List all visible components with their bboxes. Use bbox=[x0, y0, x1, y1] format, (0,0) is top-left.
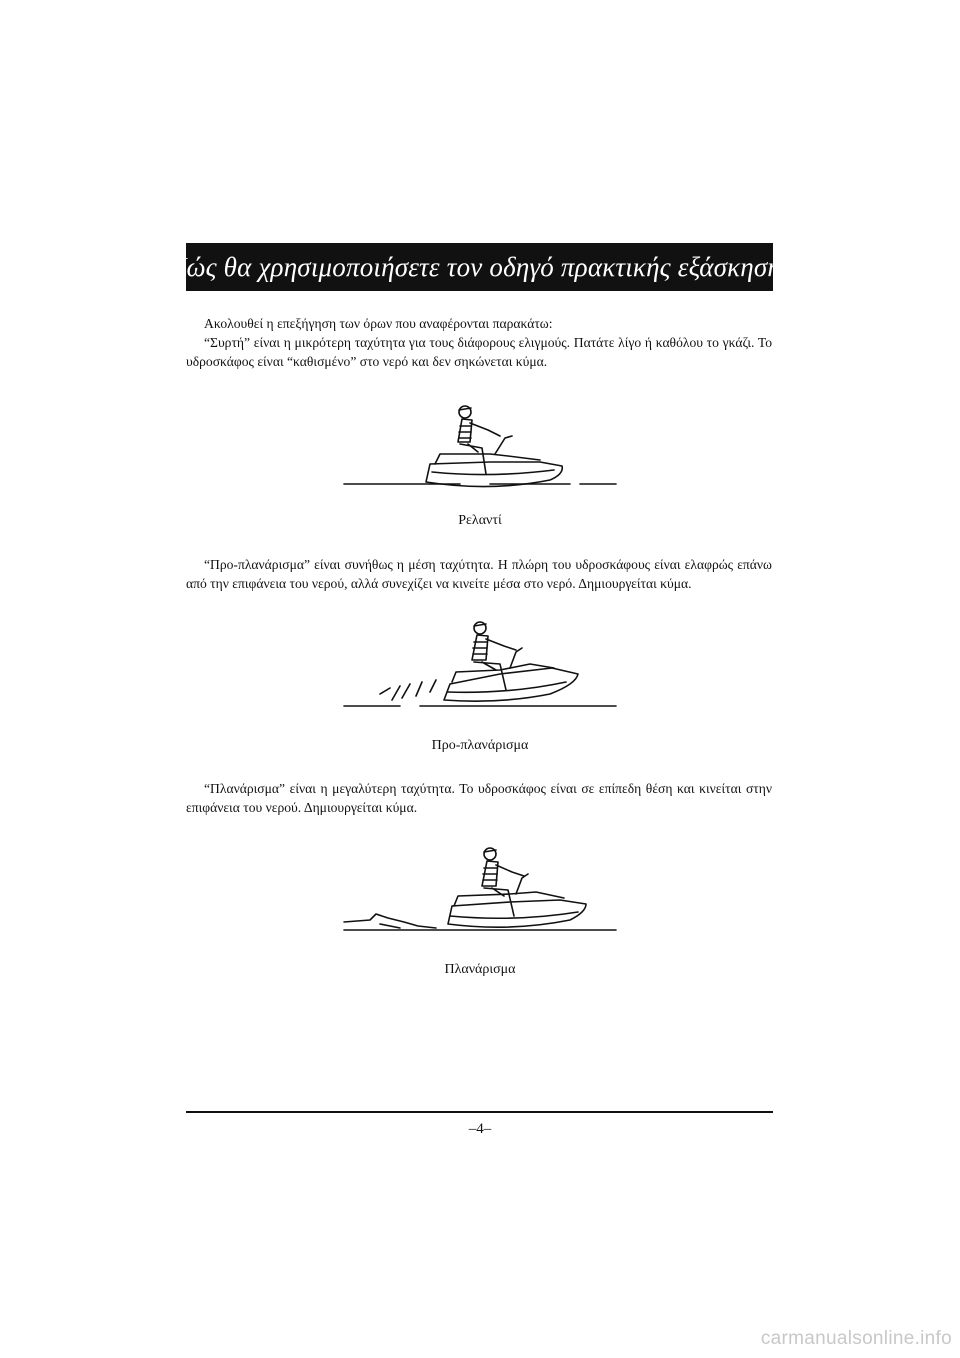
pre-planing-caption: Προ-πλανάρισμα bbox=[431, 738, 529, 753]
planing-caption: Πλανάρισμα bbox=[444, 962, 516, 977]
pre-planing-figure bbox=[340, 618, 620, 718]
page-number: –4– bbox=[468, 1121, 492, 1137]
pre-planing-description: “Προ-πλανάρισμα” είναι συνήθως η μέση ταχύτητα. Η πλώρη του υδροσκάφους είναι ελαφρώς επάνω από την επιφάνεια του νερού, αλλά συνεχίζει να κινείτε μέσα στο νερό. Δημιουργείται κύμα. bbox=[186, 557, 772, 591]
idle-description: “Συρτή” είναι η μικρότερη ταχύτητα για τους διάφορους ελιγμούς. Πατάτε λίγο ή καθόλου το γκάζι. Το υδροσκάφος είναι “καθισμένο” στο νερό και δεν σηκώνεται κύμα. bbox=[186, 335, 772, 369]
intro-line: Ακολουθεί η επεξήγηση των όρων που αναφέρονται παρακάτω: bbox=[204, 316, 553, 331]
site-watermark: carmanualsonline.info bbox=[760, 1328, 952, 1349]
pre-planing-paragraph bbox=[186, 555, 772, 593]
page-title: Πώς θα χρησιμοποιήσετε τον οδηγό πρακτικής εξάσκησης bbox=[166, 251, 793, 282]
section-title-bar bbox=[166, 243, 793, 291]
planing-paragraph bbox=[186, 779, 772, 817]
planing-figure bbox=[340, 842, 620, 942]
idle-figure bbox=[340, 398, 620, 498]
jetski-planing-illustration bbox=[340, 842, 620, 942]
idle-caption: Ρελαντί bbox=[458, 513, 502, 528]
footer-divider bbox=[186, 1111, 773, 1113]
planing-description: “Πλανάρισμα” είναι η μεγαλύτερη ταχύτητα. Το υδροσκάφος είναι σε επίπεδη θέση και κινείται στην επιφάνεια του νερού. Δημιουργείται κύμα. bbox=[186, 781, 772, 815]
jetski-idle-illustration bbox=[340, 398, 620, 498]
intro-paragraph bbox=[186, 314, 772, 371]
jetski-pre-planing-illustration bbox=[340, 618, 620, 718]
